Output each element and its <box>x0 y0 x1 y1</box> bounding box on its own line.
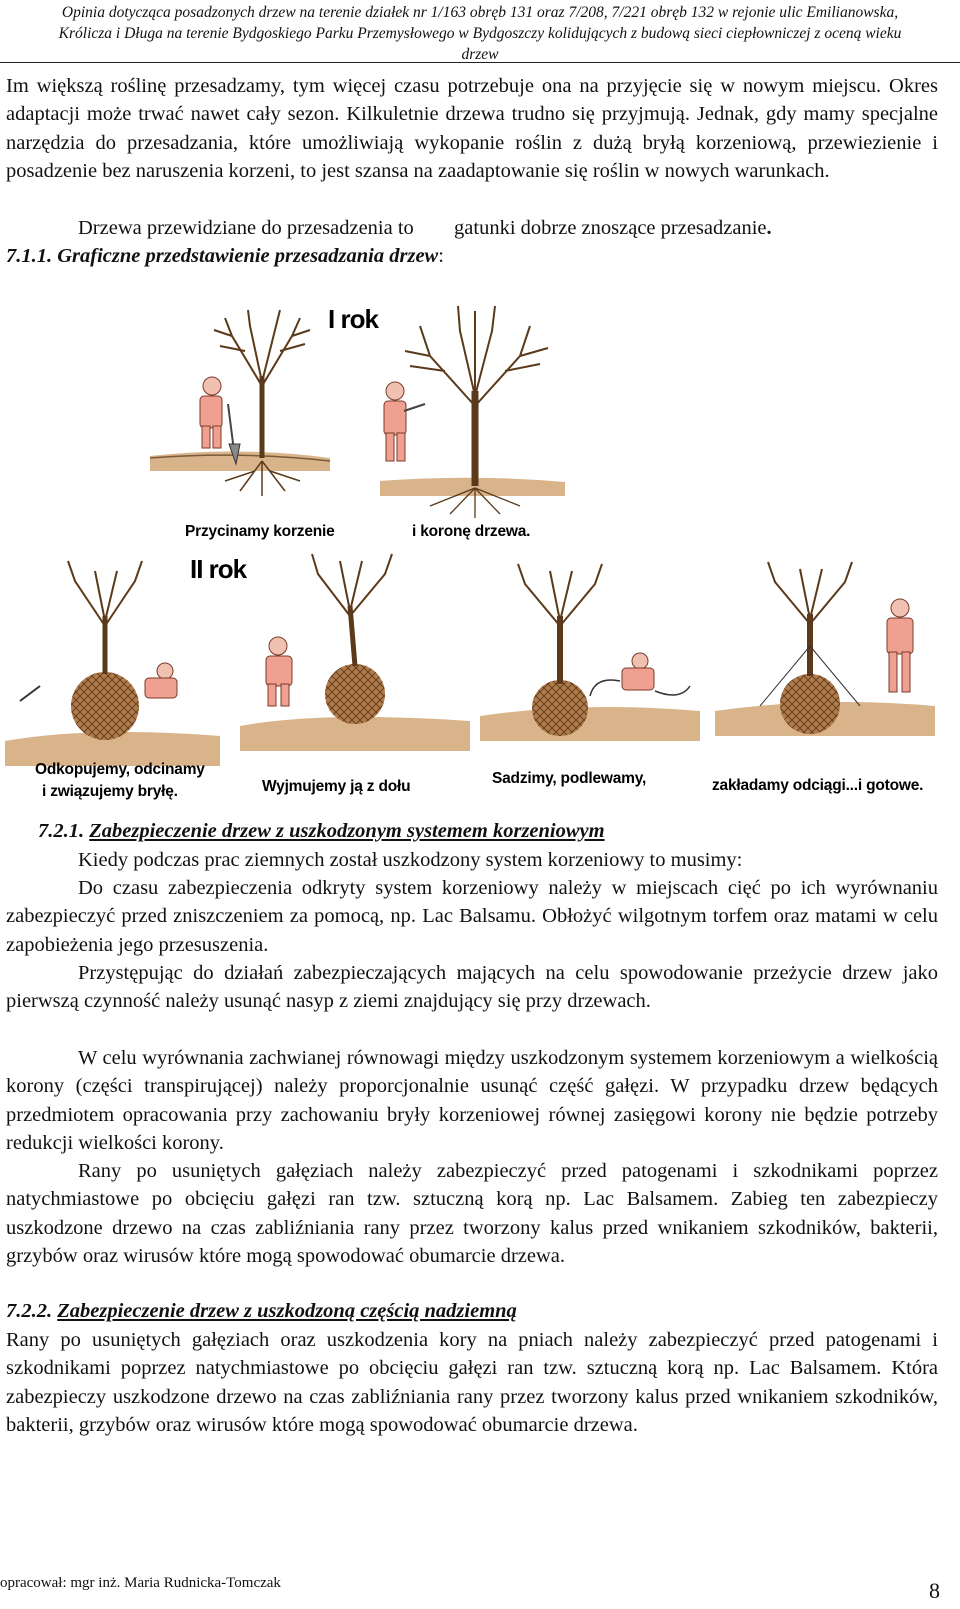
transplant-illustration <box>0 296 945 816</box>
panel-guy-ropes <box>712 562 935 794</box>
paragraph: Rany po usuniętych gałęziach należy zabezpieczyć przed patogenami i szkodnikami poprzez natychmiastowe po obcięciu gałęzi ran tzw. sztuczną korą np. Lac Balsamem. Zabieg ten zabezpieczy uszkodzone drzewo na czas zabliźniania rany przez tworzony kalus przed wnikaniem szkodników, bakterii, grzybów oraz wirusów które mogą spowodować obumarcie drzewa. <box>6 1160 938 1268</box>
year-2-label: II rok <box>190 554 247 584</box>
caption-lift-out: Wyjmujemy ją z dołu <box>262 778 411 795</box>
heading-number: 7.2.1. <box>38 820 85 842</box>
caption-dig-out-1: Odkopujemy, odcinamy <box>35 761 205 778</box>
intro-p2-b: gatunki dobrze znoszące przesadzanie <box>454 217 767 239</box>
heading-title: Zabezpieczenie drzew z uszkodzoną częścią nadziemną <box>57 1300 517 1322</box>
intro-p2-a: Drzewa przewidziane do przesadzenia to <box>78 217 414 239</box>
panel-prune-crown <box>380 306 565 540</box>
intro-p2-period: . <box>766 217 772 239</box>
transplant-drawing <box>0 296 945 816</box>
caption-cut-roots: Przycinamy korzenie <box>185 523 335 540</box>
header-line-2: Królicza i Długa na terenie Bydgoskiego Parku Przemysłowego w Bydgoszczy kolidujących z budową sieci ciepłowniczej z oceną wieku <box>58 25 902 42</box>
heading-title: Zabezpieczenie drzew z uszkodzonym systemem korzeniowym <box>89 820 605 842</box>
header-line-1: Opinia dotycząca posadzonych drzew na terenie działek nr 1/163 obręb 131 oraz 7/208, 7/221 obręb 132 w rejonie ulic Emilianowska, <box>61 4 899 21</box>
paragraph: Do czasu zabezpieczenia odkryty system korzeniowy należy w miejscach cięć po ich wyrównaniu zabezpieczyć przed zniszczeniem za pomocą, np. Lac Balsamu. Obłożyć wilgotnym torfem oraz matami w celu zapobieżenia jego przesuszenia. <box>6 877 938 956</box>
section-heading-711 <box>6 242 444 270</box>
section-heading-722 <box>6 1297 517 1325</box>
year-1-label: I rok <box>328 304 378 334</box>
header-rule <box>0 62 960 63</box>
page-number: 8 <box>929 1578 940 1603</box>
panel-plant-water <box>480 564 700 787</box>
paragraph: Rany po usuniętych gałęziach oraz uszkodzenia kory na pniach należy zabezpieczyć przed patogenami i szkodnikami poprzez natychmiastowe po obcięciu gałęzi ran tzw. sztuczną korą np. Lac Balsamem. Która zabezpieczy uszkodzone drzewo na czas zabliźniania rany przez tworzony kalus przed wnikaniem szkodników, bakterii, grzybów oraz wirusów które mogą spowodować obumarcie drzewa. <box>6 1329 938 1437</box>
footer-author: opracował: mgr inż. Maria Rudnicka-Tomczak <box>0 1575 281 1591</box>
intro-paragraph: Im większą roślinę przesadzamy, tym więcej czasu potrzebuje ona na przyjęcie się w nowym miejscu. Okres adaptacji może trwać nawet cały sezon. Kilkuletnie drzewa trudno się przyjmują. Jednak, gdy mamy specjalne narzędzia do przesadzania, które umożliwiają wykopanie roślin z dużą bryłą korzeniową, przewiezienie i posadzenie bez naruszenia korzeni, to jest szansa na zaadaptowanie się roślin w nowych warunkach. <box>6 75 938 183</box>
header-line-3: drzew <box>461 46 499 63</box>
heading-colon: : <box>438 245 444 267</box>
caption-dig-out-2: i związujemy bryłę. <box>42 783 178 800</box>
running-header <box>0 2 960 65</box>
heading-number: 7.2.2. <box>6 1300 53 1322</box>
caption-guy-ropes: zakładamy odciągi...i gotowe. <box>712 777 924 794</box>
paragraph: W celu wyrównania zachwianej równowagi między uszkodzonym systemem korzeniowym a wielkością korony (części transpirującej) należy proporcjonalnie usunąć część gałęzi. W przypadku drzew będących przedmiotem opracowania przy zachowaniu bryły korzeniowej równej zasięgowi korony nie będzie potrzeby redukcji wielkości korony. <box>6 1047 938 1155</box>
panel-lift-out <box>240 554 470 795</box>
panel-cut-roots <box>150 310 335 540</box>
section-heading-721 <box>6 817 605 845</box>
caption-prune-crown: i koronę drzewa. <box>412 523 531 540</box>
caption-plant-water: Sadzimy, podlewamy, <box>492 770 647 787</box>
panel-dig-out <box>5 561 220 800</box>
paragraph: Kiedy podczas prac ziemnych został uszkodzony system korzeniowy to musimy: <box>78 849 743 871</box>
paragraph: Przystępując do działań zabezpieczających mających na celu spowodowanie przeżycie drzew jako pierwszą czynność należy usunąć nasyp z ziemi znajdujący się przy drzewach. <box>6 962 938 1013</box>
heading-title: Graficzne przedstawienie przesadzania drzew <box>57 245 439 267</box>
intro-paragraph-2 <box>6 214 938 242</box>
heading-number: 7.1.1. <box>6 245 53 267</box>
